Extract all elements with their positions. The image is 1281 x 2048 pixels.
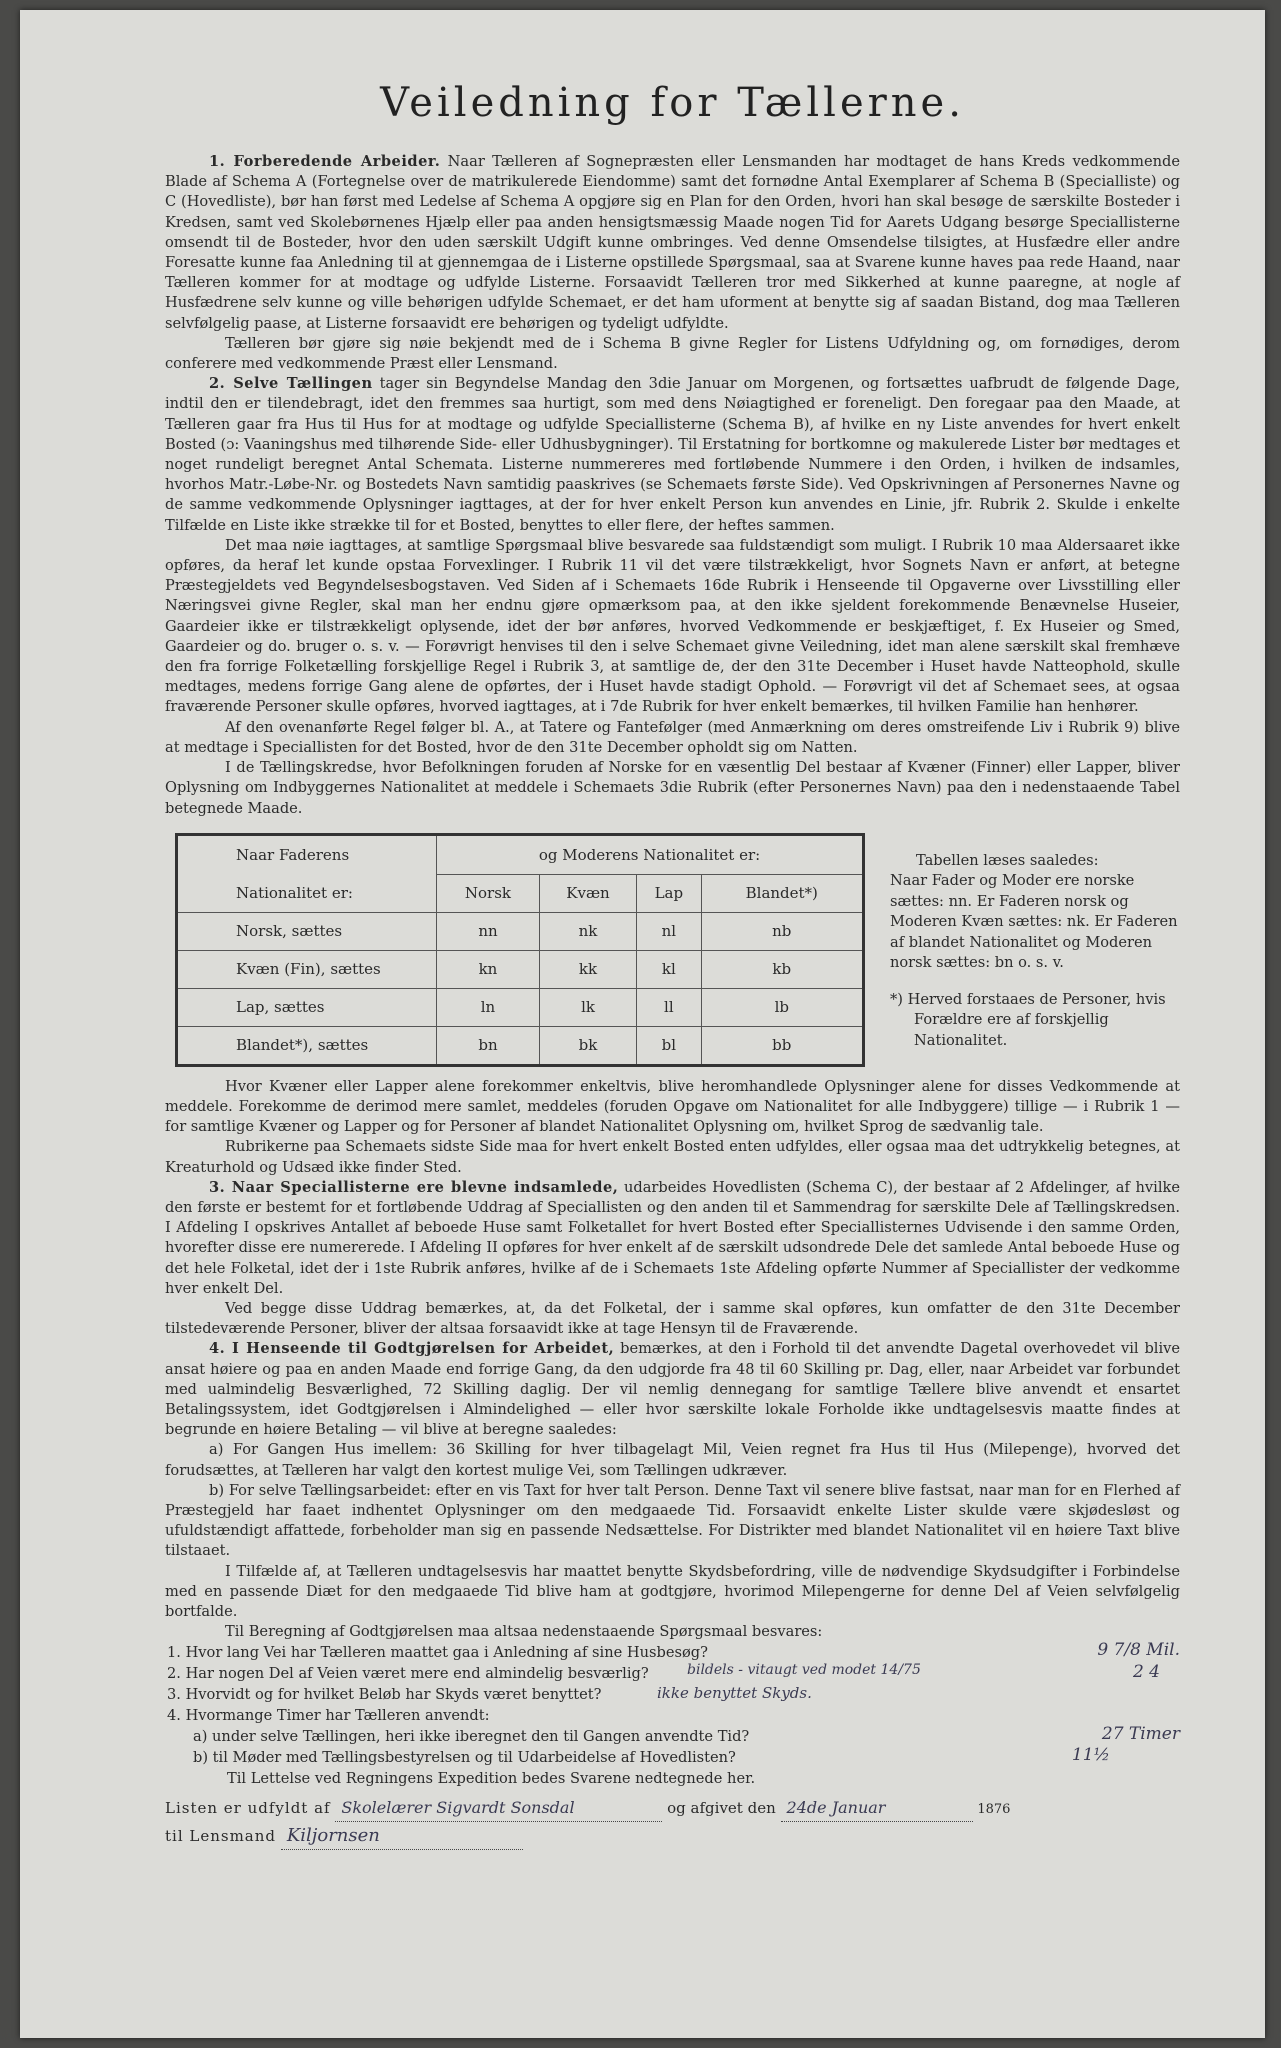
section-4-paragraph-c: I Tilfælde af, at Tælleren undtagelsesvis har maattet benytte Skydsbefordring, ville de nødvendige Skydsudgifter i Forbindelse med en passende Diæt for den medgaaede Tid blive ham at godtgjøre, hvorimod Milepengerne for denne Del af Veien selvfølgelig bortfalde. xyxy=(165,1562,1180,1620)
year-text: 1876 xyxy=(977,1802,1011,1818)
table-col-header: Norsk xyxy=(437,874,540,912)
table-cell: nl xyxy=(637,912,701,950)
section-3-text: udarbeides Hovedlisten (Schema C), der bestaar af 2 Afdelinger, af hvilke den første er bestemt for et fortløbende Uddrag af Speciallisten og den anden til et Sammendrag for særskilte Dele af Tællingskredsen. I Afdeling I opskrives Antallet af beboede Huse samt Folketallet for hvert Bosted efter Speciallisternes Udvisende i den samme Orden, hvorefter disse ere numererede. I Afdeling II opføres for hver enkelt af de særskilt udsondrede Dele det samlede Antal beboede Huse og det hele Folketal, idet der i 1ste Rubrik anføres, hvilke af de i Schemaets 1ste Afdeling opførte Nummer af Speciallister der vedkomme hver enkelt Del. xyxy=(165,1178,1180,1297)
document-page xyxy=(20,10,1265,2038)
question-list xyxy=(165,1642,1180,1789)
date-handwritten: 24de Januar xyxy=(781,1795,973,1822)
table-cell: nb xyxy=(701,912,863,950)
section-2 xyxy=(165,374,1180,536)
table-explanation-text: Naar Fader og Moder ere norske sættes: nn. Er Faderen norsk og Moderen Kvæn sættes: nk. Er Faderen af blandet Nationalitet og Moderen norsk sættes: bn o. s. v. xyxy=(890,872,1178,972)
question-row xyxy=(167,1684,1180,1705)
section-1-heading: 1. Forberedende Arbeider. xyxy=(209,153,441,170)
answer-handwritten-note: bildels - vitaugt ved modet 14/75 xyxy=(687,1662,921,1679)
signature-line xyxy=(165,1795,1180,1823)
table-cell: kl xyxy=(637,950,701,988)
table-col-header: Blandet*) xyxy=(701,874,863,912)
section-2-paragraph-c: Af den ovenanførte Regel følger bl. A., at Tatere og Fantefølger (med Anmærkning om deres omstreifende Liv i Rubrik 9) blive at medtage i Speciallisten for det Bosted, hvor de den 31te December opholdt sig om Natten. xyxy=(165,718,1180,756)
table-cell: ln xyxy=(437,988,540,1026)
table-row-label: Blandet*), sættes xyxy=(177,1026,437,1065)
answer-handwritten: 27 Timer xyxy=(1101,1724,1180,1745)
signature-block xyxy=(165,1795,1180,1850)
table-cell: bk xyxy=(539,1026,636,1065)
question-text: 3. Hvorvidt og for hvilket Beløb har Skyds været benyttet? xyxy=(167,1686,602,1704)
signature-label-2: til Lensmand xyxy=(165,1827,277,1846)
signature-line-2 xyxy=(165,1823,1180,1850)
table-top-header: og Moderens Nationalitet er: xyxy=(437,834,864,874)
section-1-note: Tælleren bør gjøre sig nøie bekjendt med de i Schema B givne Regler for Listens Udfyldning og, om fornødiges, derom conferere med vedkommende Præst eller Lensmand. xyxy=(165,334,1180,373)
table-row-label: Norsk, sættes xyxy=(177,912,437,950)
section-1 xyxy=(165,152,1180,334)
question-text: 4. Hvormange Timer har Tælleren anvendt: xyxy=(167,1707,490,1725)
table-row xyxy=(177,1026,864,1065)
table-cell: nk xyxy=(539,912,636,950)
table-cell: bl xyxy=(637,1026,701,1065)
nationality-table-block xyxy=(165,833,1180,1063)
question-text: 1. Hvor lang Vei har Tælleren maattet gaa i Anledning af sine Husbesøg? xyxy=(167,1644,708,1662)
question-row xyxy=(167,1747,1180,1768)
section-3-paragraph-b: Ved begge disse Uddrag bemærkes, at, da det Folketal, der i samme skal opføres, kun omfatter de den 31te December tilstedeværende Personer, bliver der altsaa forsaavidt ikke at tage Hensyn til de Fraværende. xyxy=(165,1299,1180,1338)
table-corner-bottom: Nationalitet er: xyxy=(177,874,437,912)
table-cell: lb xyxy=(701,988,863,1026)
page-title: Veiledning for Tællerne. xyxy=(380,80,965,126)
table-col-header: Lap xyxy=(637,874,701,912)
table-cell: kb xyxy=(701,950,863,988)
table-cell: ll xyxy=(637,988,701,1026)
document-content xyxy=(165,80,1180,1850)
question-row xyxy=(167,1726,1180,1747)
table-col-header: Kvæn xyxy=(539,874,636,912)
section-2-paragraph-f: Rubrikerne paa Schemaets sidste Side maa for hvert enkelt Bosted enten udfyldes, eller ogsaa maa det udtrykkelig betegnes, at Kreaturhold og Udsæd ikke finder Sted. xyxy=(165,1138,1180,1176)
question-row xyxy=(167,1642,1180,1663)
answer-handwritten: ikke benyttet Skyds. xyxy=(657,1684,812,1703)
table-footnote: *) Herved forstaaes de Personer, hvis Forældre ere af forskjellig Nationalitet. xyxy=(890,990,1166,1049)
lensmand-name-handwritten: Kiljornsen xyxy=(281,1823,523,1850)
section-4-heading: 4. I Henseende til Godtgjørelsen for Arbeidet, xyxy=(209,1340,615,1358)
section-3-heading: 3. Naar Speciallisterne ere blevne indsamlede, xyxy=(209,1178,619,1196)
counter-name-handwritten: Skolelærer Sigvardt Sonsdal xyxy=(335,1795,662,1822)
table-row xyxy=(177,912,864,950)
section-1-text: Naar Tælleren af Sognepræsten eller Lensmanden har modtaget de hans Kreds vedkommende Blade af Schema A (Fortegnelse over de matrikulerede Eiendomme) samt det fornødne Antal Exemplarer af Schema B (Specialliste) og C (Hovedliste), bør han først med Ledelse af Schema A opgjøre sig en Plan for den Orden, hvori han skal besøge de særskilte Bosteder i Kredsen, samt ved Skolebørnenes Hjælp eller paa anden hensigtsmæssig Maade nogen Tid for Aarets Udgang besørge Speciallisterne omsendt til de Bosteder, hvor den uden særskilt Udgift kunne ombringes. Ved denne Omsendelse tilsigtes, at Husfædre eller andre Foresatte kunne faa Anledning til at gjennemgaa de i Listerne opstillede Spørgsmaal, saa at Svarene kunne haves paa rede Haand, naar Tælleren kommer for at modtage og udfylde Listerne. Forsaavidt Tælleren tror med Sikkerhed at kunne paaregne, at nogle af Husfædrene selv kunne og ville behørigen udfylde Schemaet, er det ham uforment at benytte sig af saadan Bistand, dog maa Tælleren selvfølgelig paase, at Listerne forsaavidt ere behørigen og tydeligt udfyldte. xyxy=(165,153,1180,332)
section-2-heading: 2. Selve Tællingen xyxy=(209,375,373,393)
signature-mid-label: og afgivet den xyxy=(667,1799,776,1818)
section-2-paragraph-e: Hvor Kvæner eller Lapper alene forekommer enkeltvis, blive heromhandlede Oplysninger alene for disses Vedkommende at meddele. Forekomme de derimod mere samlet, meddeles (foruden Opgave om Nationalitet for alle Indbyggere) tillige — i Rubrik 1 — for samtlige Kvæner og Lapper og for Personer af blandet Nationalitet Oplysning om, hvilket Sprog de sædvanlig tale. xyxy=(165,1077,1180,1136)
table-cell: kn xyxy=(437,950,540,988)
section-3 xyxy=(165,1178,1180,1299)
question-text: b) til Møder med Tællingsbestyrelsen og til Udarbeidelse af Hovedlisten? xyxy=(193,1749,736,1767)
table-row xyxy=(177,950,864,988)
section-2-paragraph-b: Det maa nøie iagttages, at samtlige Spørgsmaal blive besvarede saa fuldstændigt som muligt. I Rubrik 10 maa Aldersaaret ikke opføres, da heraf let kunde opstaa Forvexlinger. I Rubrik 11 vil det være tilstrækkeligt, hvor Sognets Navn er anført, at betegne Præstegjeldets ved Begyndelsesbogstaven. Ved Siden af i Schemaets 16de Rubrik i Henseende til Opgaverne over Livsstilling eller Næringsvei givne Regler, skal man her endnu gjøre opmærksom paa, at den ikke sjeldent forekommende Benævnelse Huseier, Gaardeier ikke er tilstrækkeligt oplysende, idet der bør anføres, hvorved Vedkommende er beskjæftiget, f. Ex Huseier og Smed, Gaardeier og do. bruger o. s. v. — Forøvrigt henvises til den i selve Schemaet givne Veiledning, idet man alene særskilt skal fremhæve den fra forrige Folketælling forskjellige Regel i Rubrik 3, at samtlige de, der den 31te December i Huset havde Natteophold, skulle medtages, medens forrige Gang alene de opførtes, der i Huset havde stadigt Ophold. — Forøvrigt vil det af Schemaet sees, at ogsaa fraværende Personer skulle opføres, hvorved iagttages, at i 7de Rubrik for hver enkelt bemærkes, til hvilken Familie han henhører. xyxy=(165,536,1180,716)
closing-note: Til Lettelse ved Regningens Expedition bedes Svarene nedtegnede her. xyxy=(227,1770,756,1788)
table-cell: bb xyxy=(701,1026,863,1065)
signature-label: Listen er udfyldt af xyxy=(165,1799,331,1818)
section-4 xyxy=(165,1339,1180,1440)
question-row xyxy=(167,1663,1180,1684)
question-text: a) under selve Tællingen, heri ikke iberegnet den til Gangen anvendte Tid? xyxy=(193,1728,750,1746)
section-2-text: tager sin Begyndelse Mandag den 3die Januar om Morgenen, og fortsættes uafbrudt de følgende Dage, indtil den er tilendebragt, idet den fremmes saa hurtigt, som med dens Nøiagtighed er foreneligt. Den foregaar paa den Maade, at Tælleren gaar fra Hus til Hus for at modtage og udfylde Speciallisterne (Schema B), af hvilke en ny Liste anvendes for hvert enkelt Bosted (ɔ: Vaaningshus med tilhørende Side- eller Udhusbygninger). Til Erstatning for bortkomne og makulerede Lister bør medtages et noget rundeligt beregnet Antal Schemata. Listerne nummereres med fortløbende Nummere i den Orden, i hvilken de indsamles, hvorhos Matr.-Løbe-Nr. og Bostedets Navn samtidig paaskrives (se Schemaets første Side). Ved Opskrivningen af Personernes Navne og de samme vedkommende Oplysninger iagttages, at der for hver enkelt Person kun anvendes en Linie, jfr. Rubrik 2. Skulde i enkelte Tilfælde en Liste ikke strække til for et Bosted, benyttes to eller flere, der heftes sammen. xyxy=(165,375,1181,534)
answer-handwritten: 11½ xyxy=(1071,1745,1110,1766)
table-explanation-heading: Tabellen læses saaledes: xyxy=(916,851,1099,869)
section-4-item-a: a) For Gangen Hus imellem: 36 Skilling for hver tilbagelagt Mil, Veien regnet fra Hus til Hus (Milepenge), hvorved det forudsættes, at Tælleren har valgt den kortest mulige Vei, som Tællingen udkræver. xyxy=(165,1441,1180,1479)
table-row xyxy=(177,988,864,1026)
table-cell: nn xyxy=(437,912,540,950)
answer-handwritten: 9 7/8 Mil. xyxy=(1097,1640,1180,1661)
table-cell: kk xyxy=(539,950,636,988)
section-4-text: bemærkes, at den i Forhold til det anvendte Dagetal overhovedet vil blive ansat høiere og paa en anden Maade end forrige Gang, da den udgjorde fra 48 til 60 Skilling pr. Dag, eller, naar Arbeidet var forbundet med ualmindelig Besværlighed, 72 Skilling daglig. Der vil nemlig dennegang for samtlige Tællere blive anvendt et ensartet Betalingssystem, idet Godtgjørelsen i Almindelighed — eller hvor særskilte lokale Forholde ikke undtagelsesvis maatte findes at begrunde en høiere Betaling — vil blive at beregne saaledes: xyxy=(165,1340,1180,1439)
table-cell: lk xyxy=(539,988,636,1026)
table-row-label: Lap, sættes xyxy=(177,988,437,1026)
answer-handwritten: 2 4 xyxy=(1132,1662,1160,1683)
section-2-paragraph-d: I de Tællingskredse, hvor Befolkningen foruden af Norske for en væsentlig Del bestaar af Kvæner (Finner) eller Lapper, bliver Oplysning om Indbyggernes Nationalitet at meddele i Schemaets 3die Rubrik (efter Personernes Navn) paa den i nedenstaaende Tabel betegnede Maade. xyxy=(165,759,1180,817)
nationality-table xyxy=(175,833,865,1067)
table-corner-top: Naar Faderens xyxy=(177,834,437,874)
section-4-paragraph-d: Til Beregning af Godtgjørelsen maa altsaa nedenstaaende Spørgsmaal besvares: xyxy=(225,1623,823,1641)
table-explanation xyxy=(890,851,1180,1052)
section-4-item-b: b) For selve Tællingsarbeidet: efter en vis Taxt for hver talt Person. Denne Taxt vil senere blive fastsat, naar man for en Flerhed af Præstegjeld har faaet indhentet Oplysninger om den medgaaede Tid. Forsaavidt enkelte Lister skulde være skjødesløst og ufuldstændigt affattede, forbeholder man sig en passende Nedsættelse. For Distrikter med blandet Nationalitet vil en høiere Taxt blive tilstaaet. xyxy=(165,1481,1180,1560)
table-row-label: Kvæn (Fin), sættes xyxy=(177,950,437,988)
question-row xyxy=(167,1705,1180,1726)
table-cell: bn xyxy=(437,1026,540,1065)
question-text: 2. Har nogen Del af Veien været mere end almindelig besværlig? xyxy=(167,1665,649,1683)
